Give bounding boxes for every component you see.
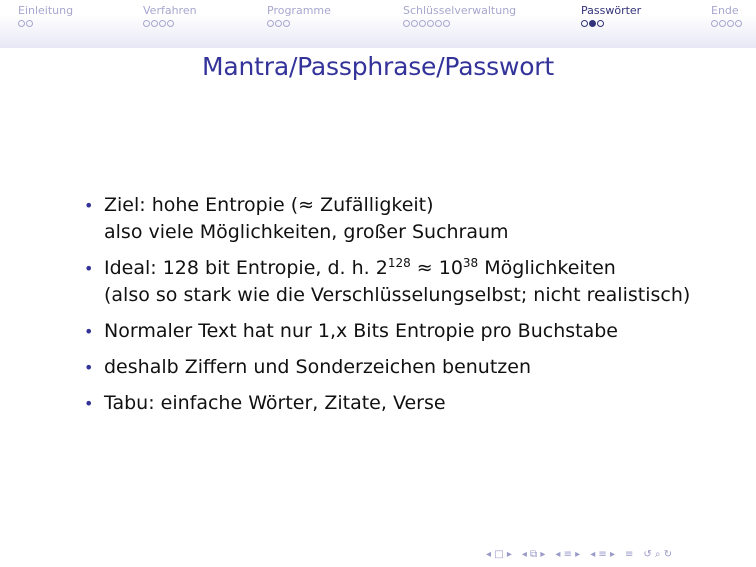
frame-dot-icon[interactable] xyxy=(267,20,274,27)
frame-dot-icon[interactable] xyxy=(167,20,174,27)
nav-frame-dots xyxy=(18,20,33,27)
bullet-icon: • xyxy=(84,394,94,413)
frame-dot-icon[interactable] xyxy=(443,20,450,27)
frame-dot-icon[interactable] xyxy=(419,20,426,27)
bullet-text: deshalb Ziffern und Sonderzeichen benutzen xyxy=(104,356,532,378)
frame-dot-icon[interactable] xyxy=(159,20,166,27)
exponent: 128 xyxy=(387,256,411,270)
bullet-text-continued: (also so stark wie die Verschlüsselungselbst; nicht realistisch) xyxy=(104,284,691,306)
frame-dot-icon[interactable] xyxy=(435,20,442,27)
frame-dot-icon[interactable] xyxy=(589,20,596,27)
bullet-text: Ziel: hohe Entropie (≈ Zufälligkeit) xyxy=(104,194,434,216)
list-item xyxy=(84,192,724,246)
section-navbar xyxy=(0,0,756,48)
frame-dot-icon[interactable] xyxy=(427,20,434,27)
nav-section-6[interactable]: Ende xyxy=(711,4,739,17)
frame-dot-icon[interactable] xyxy=(143,20,150,27)
subsection-nav-icon[interactable]: ◂ ⧉ ▸ xyxy=(521,549,546,560)
nav-section-2[interactable]: Verfahren xyxy=(143,4,197,17)
appendix-nav-icon[interactable]: ≡ xyxy=(624,549,634,560)
frame-dot-icon[interactable] xyxy=(26,20,33,27)
list-item xyxy=(84,354,724,381)
nav-frame-dots xyxy=(143,20,174,27)
bullet-list xyxy=(84,192,724,426)
frame-dot-icon[interactable] xyxy=(275,20,282,27)
bullet-icon: • xyxy=(84,322,94,341)
frame-dot-icon[interactable] xyxy=(283,20,290,27)
frame-dot-icon[interactable] xyxy=(581,20,588,27)
nav-section-1[interactable]: Einleitung xyxy=(18,4,74,17)
frame-dot-icon[interactable] xyxy=(719,20,726,27)
frame-dot-icon[interactable] xyxy=(18,20,25,27)
nav-section-5[interactable]: Passwörter xyxy=(581,4,642,17)
section-nav-icon[interactable]: ◂ ≡ ▸ xyxy=(555,549,581,560)
list-item xyxy=(84,255,724,309)
bullet-icon: • xyxy=(84,358,94,377)
nav-frame-dots xyxy=(267,20,290,27)
frame-nav-icon[interactable]: ◂ □ ▸ xyxy=(486,549,512,560)
frame-dot-icon[interactable] xyxy=(727,20,734,27)
beamer-navigation-symbols[interactable] xyxy=(486,549,672,560)
bullet-text: Normaler Text hat nur 1,x Bits Entropie pro Buchstabe xyxy=(104,320,618,342)
frame-dot-icon[interactable] xyxy=(711,20,718,27)
list-item xyxy=(84,318,724,345)
frame-dot-icon[interactable] xyxy=(411,20,418,27)
list-item xyxy=(84,390,724,417)
nav-section-4[interactable]: Schlüsselverwaltung xyxy=(403,4,517,17)
bullet-text: Tabu: einfache Wörter, Zitate, Verse xyxy=(104,392,446,414)
search-back-forward-icon[interactable]: ↺ ⌕ ↻ xyxy=(643,549,673,560)
slide-title: Mantra/Passphrase/Passwort xyxy=(202,52,554,81)
nav-frame-dots xyxy=(711,20,742,27)
exponent: 38 xyxy=(462,256,479,270)
bullet-text: Ideal: 128 bit Entropie, d. h. $2^{128} \approx 10^{38}$ Möglichkeiten xyxy=(104,256,616,279)
bullet-icon: • xyxy=(84,259,94,278)
frame-dot-icon[interactable] xyxy=(735,20,742,27)
bullet-text-continued: also viele Möglichkeiten, großer Suchraum xyxy=(104,221,509,243)
nav-frame-dots xyxy=(581,20,604,27)
nav-section-3[interactable]: Programme xyxy=(267,4,331,17)
presentation-nav-icon[interactable]: ◂ ≡ ▸ xyxy=(590,549,615,560)
bullet-icon: • xyxy=(84,196,94,215)
frame-dot-icon[interactable] xyxy=(597,20,604,27)
nav-frame-dots xyxy=(403,20,450,27)
frame-dot-icon[interactable] xyxy=(403,20,410,27)
frame-dot-icon[interactable] xyxy=(151,20,158,27)
